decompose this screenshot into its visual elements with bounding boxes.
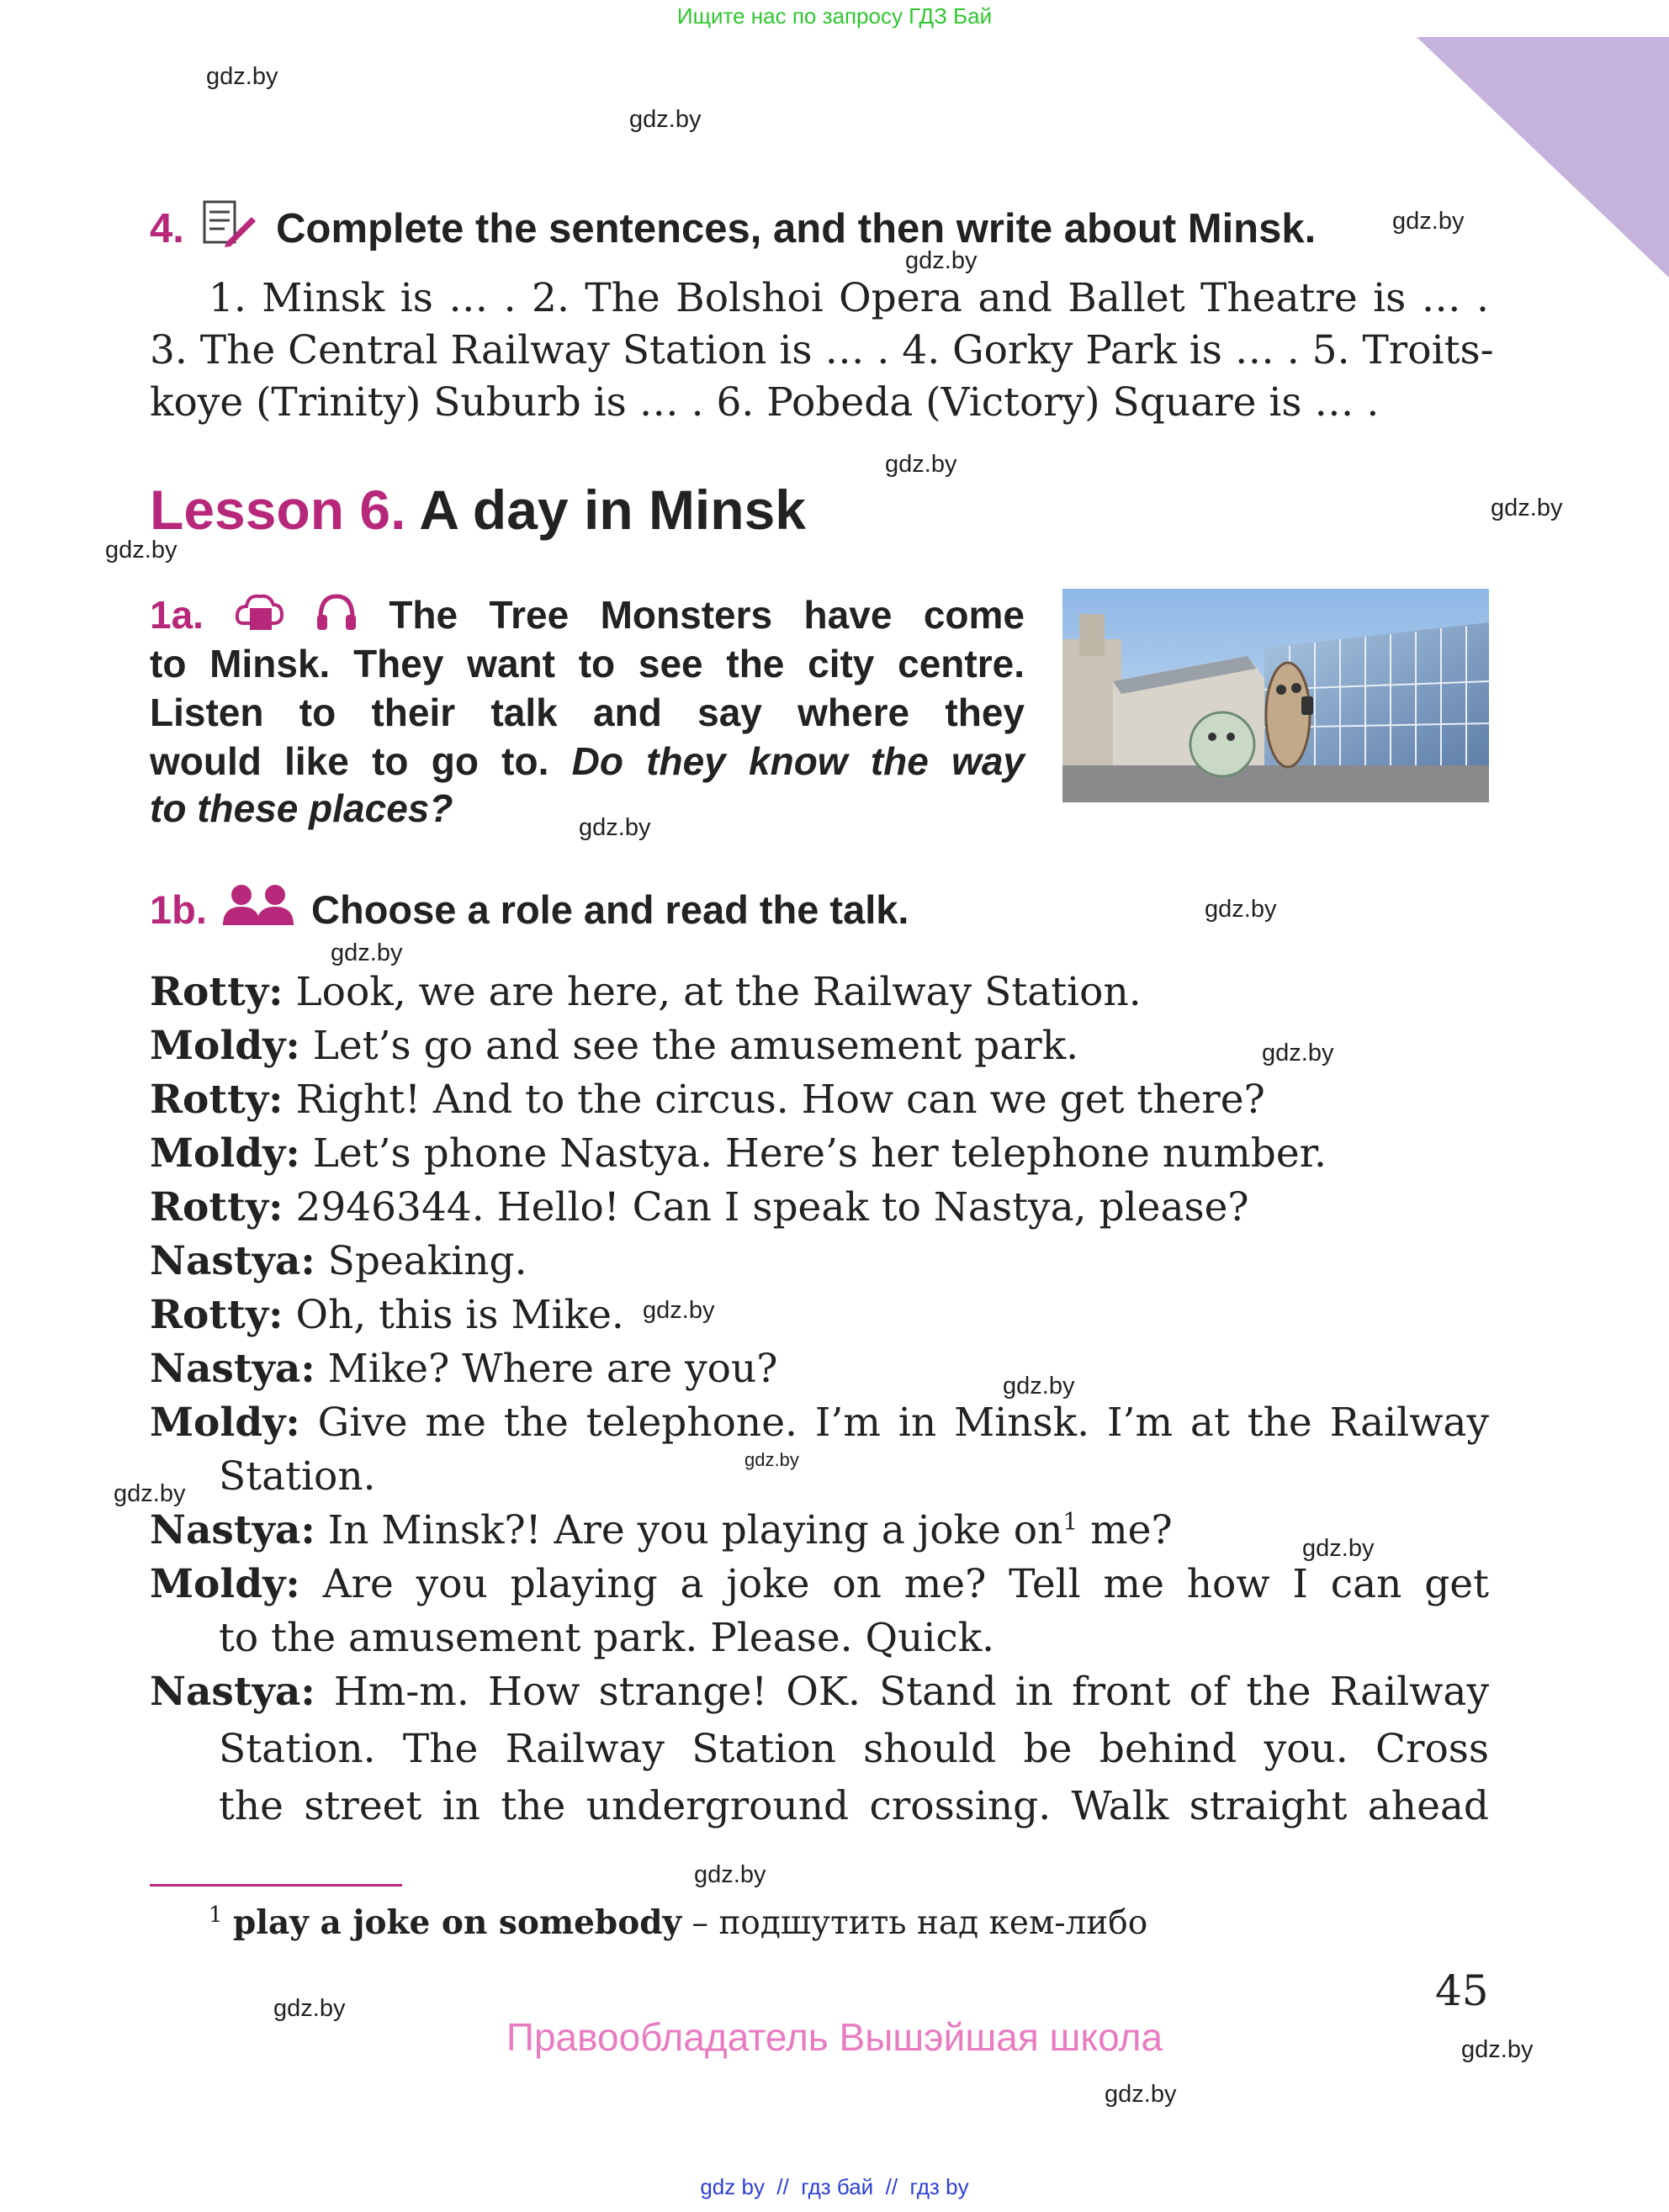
speaker: Rotty: (150, 969, 283, 1015)
speaker: Rotty: (150, 1184, 283, 1230)
speaker: Moldy: (150, 1400, 300, 1446)
task1a-question: Do they know the way (571, 739, 1025, 783)
watermark: gdz.by (1302, 1535, 1375, 1562)
speaker: Nastya: (150, 1669, 315, 1715)
speaker: Moldy: (150, 1561, 300, 1607)
task1b-instruction: Choose a role and read the talk. (311, 887, 909, 932)
watermark: gdz.by (1262, 1040, 1334, 1066)
watermark: gdz.by (905, 247, 978, 274)
corner-decoration (1417, 0, 1669, 278)
dialogue-line (150, 1184, 1249, 1230)
dialogue-line (150, 1023, 1078, 1069)
lesson-title (150, 478, 806, 542)
write-icon (201, 200, 257, 257)
speech: Let’s phone Nastya. Here’s her telephone number. (299, 1130, 1327, 1177)
watermark: gdz.by (1105, 2081, 1177, 2108)
task1a-text-1: The Tree Monsters have come (389, 593, 1025, 637)
speaker: Nastya: (150, 1507, 315, 1553)
dialogue-line (150, 1130, 1327, 1177)
task4-number: 4. (150, 206, 184, 251)
speaker: Nastya: (150, 1238, 315, 1284)
dialogue-line (150, 1507, 1173, 1553)
pair-work-icon (223, 883, 295, 934)
task1a-line-2: to Minsk. They want to see the city centre. (150, 642, 1025, 685)
watermark: gdz.by (643, 1297, 715, 1324)
watermark: gdz.by (273, 1995, 346, 2022)
speech: Let’s go and see the amusement park. (299, 1023, 1079, 1069)
lesson-label: Lesson 6. (150, 479, 406, 541)
footnote-divider (150, 1884, 402, 1887)
railway-station-photo (1062, 589, 1489, 802)
dialogue-continuation: Station. (219, 1453, 376, 1500)
task1b-heading (150, 883, 909, 934)
dialogue-line (150, 1400, 1489, 1446)
task4-line-1: 1. Minsk is … . 2. The Bolshoi Opera and Ballet Theatre is … . (209, 275, 1489, 321)
task1a-number: 1a. (150, 593, 204, 637)
speaker: Rotty: (150, 1077, 283, 1123)
task1a-line-4 (150, 737, 1025, 786)
speech: Oh, this is Mike. (283, 1292, 624, 1338)
watermark: gdz.by (1491, 495, 1563, 521)
speech-end: me? (1078, 1507, 1173, 1553)
dialogue-line (150, 1669, 1489, 1715)
task1a-text-4: would like to go to. (150, 739, 549, 783)
speech: Are you playing a joke on me? Tell me how I can get (299, 1561, 1489, 1607)
bottom-links[interactable]: gdz by // гдз бай // гдз by (700, 2174, 969, 2199)
task4-instruction: Complete the sentences, and then write about Minsk. (276, 206, 1317, 251)
dialogue-continuation: Station. The Railway Station should be behind you. Cross (219, 1726, 1489, 1772)
watermark: gdz.by (1461, 2036, 1534, 2063)
copyright-text: Правообладатель Вышэйшая школа (506, 2015, 1163, 2059)
lesson-name: A day in Minsk (419, 479, 806, 541)
speech: Right! And to the circus. How can we get there? (283, 1077, 1265, 1123)
footnote (209, 1902, 1147, 1942)
footnote-ref: 1 (1062, 1507, 1078, 1536)
speaker: Rotty: (150, 1292, 283, 1338)
speech: Speaking. (315, 1238, 527, 1284)
watermark: gdz.by (114, 1480, 186, 1507)
footnote-translation: подшутить над кем-либо (718, 1904, 1148, 1942)
speaker: Nastya: (150, 1346, 315, 1392)
watermark: gdz.by (579, 814, 651, 841)
dialogue-line (150, 1292, 624, 1338)
watermark: gdz.by (1205, 896, 1277, 923)
watermark: gdz.by (105, 537, 177, 564)
speaker: Moldy: (150, 1130, 300, 1177)
watermark: gdz.by (744, 1449, 799, 1470)
dialogue-line (150, 969, 1142, 1015)
speech: In Minsk?! Are you playing a joke on (315, 1507, 1063, 1553)
footnote-term: play a joke on somebody (232, 1903, 682, 1942)
watermark: gdz.by (629, 106, 702, 133)
page-number: 45 (1435, 1966, 1489, 2015)
watermark: gdz.by (206, 63, 278, 90)
speech: 2946344. Hello! Can I speak to Nastya, please? (283, 1184, 1249, 1230)
dialogue-continuation: the street in the underground crossing. Walk straight ahead (219, 1783, 1489, 1829)
dialogue-line (150, 1077, 1265, 1123)
watermark: gdz.by (331, 939, 403, 966)
task1a-question-end: to these places? (150, 786, 453, 830)
dialogue-line (150, 1238, 527, 1284)
task4-line-3: koye (Trinity) Suburb is … . 6. Pobeda (Victory) Square is … . (150, 379, 1380, 426)
dialogue-line (150, 1346, 777, 1392)
cloud-folder-icon (235, 591, 283, 644)
task4-heading (150, 200, 1316, 257)
watermark: gdz.by (694, 1861, 766, 1888)
task1a-line-3: Listen to their talk and say where they (150, 691, 1025, 734)
task4-line-2: 3. The Central Railway Station is … . 4. Gorky Park is … . 5. Troits- (150, 327, 1494, 373)
search-hint: Ищите нас по запросу ГДЗ Бай (676, 3, 993, 29)
speech: Give me the telephone. I’m in Minsk. I’m at the Railway (299, 1400, 1489, 1446)
watermark: gdz.by (1392, 208, 1465, 235)
watermark: gdz.by (1003, 1373, 1075, 1400)
speech: Look, we are here, at the Railway Station. (283, 969, 1142, 1015)
headphones-icon (315, 593, 358, 643)
dialogue-line (150, 1561, 1489, 1607)
dialogue-continuation: to the amusement park. Please. Quick. (219, 1615, 995, 1661)
task1b-number: 1b. (150, 887, 207, 932)
task1a-line-1 (150, 590, 1025, 644)
speech: Hm-m. How strange! OK. Stand in front of the Railway (315, 1669, 1489, 1715)
speaker: Moldy: (150, 1023, 300, 1069)
watermark: gdz.by (885, 451, 957, 478)
speech: Mike? Where are you? (315, 1346, 778, 1392)
footnote-mark: 1 (209, 1902, 223, 1928)
footnote-dash: – (681, 1904, 719, 1942)
